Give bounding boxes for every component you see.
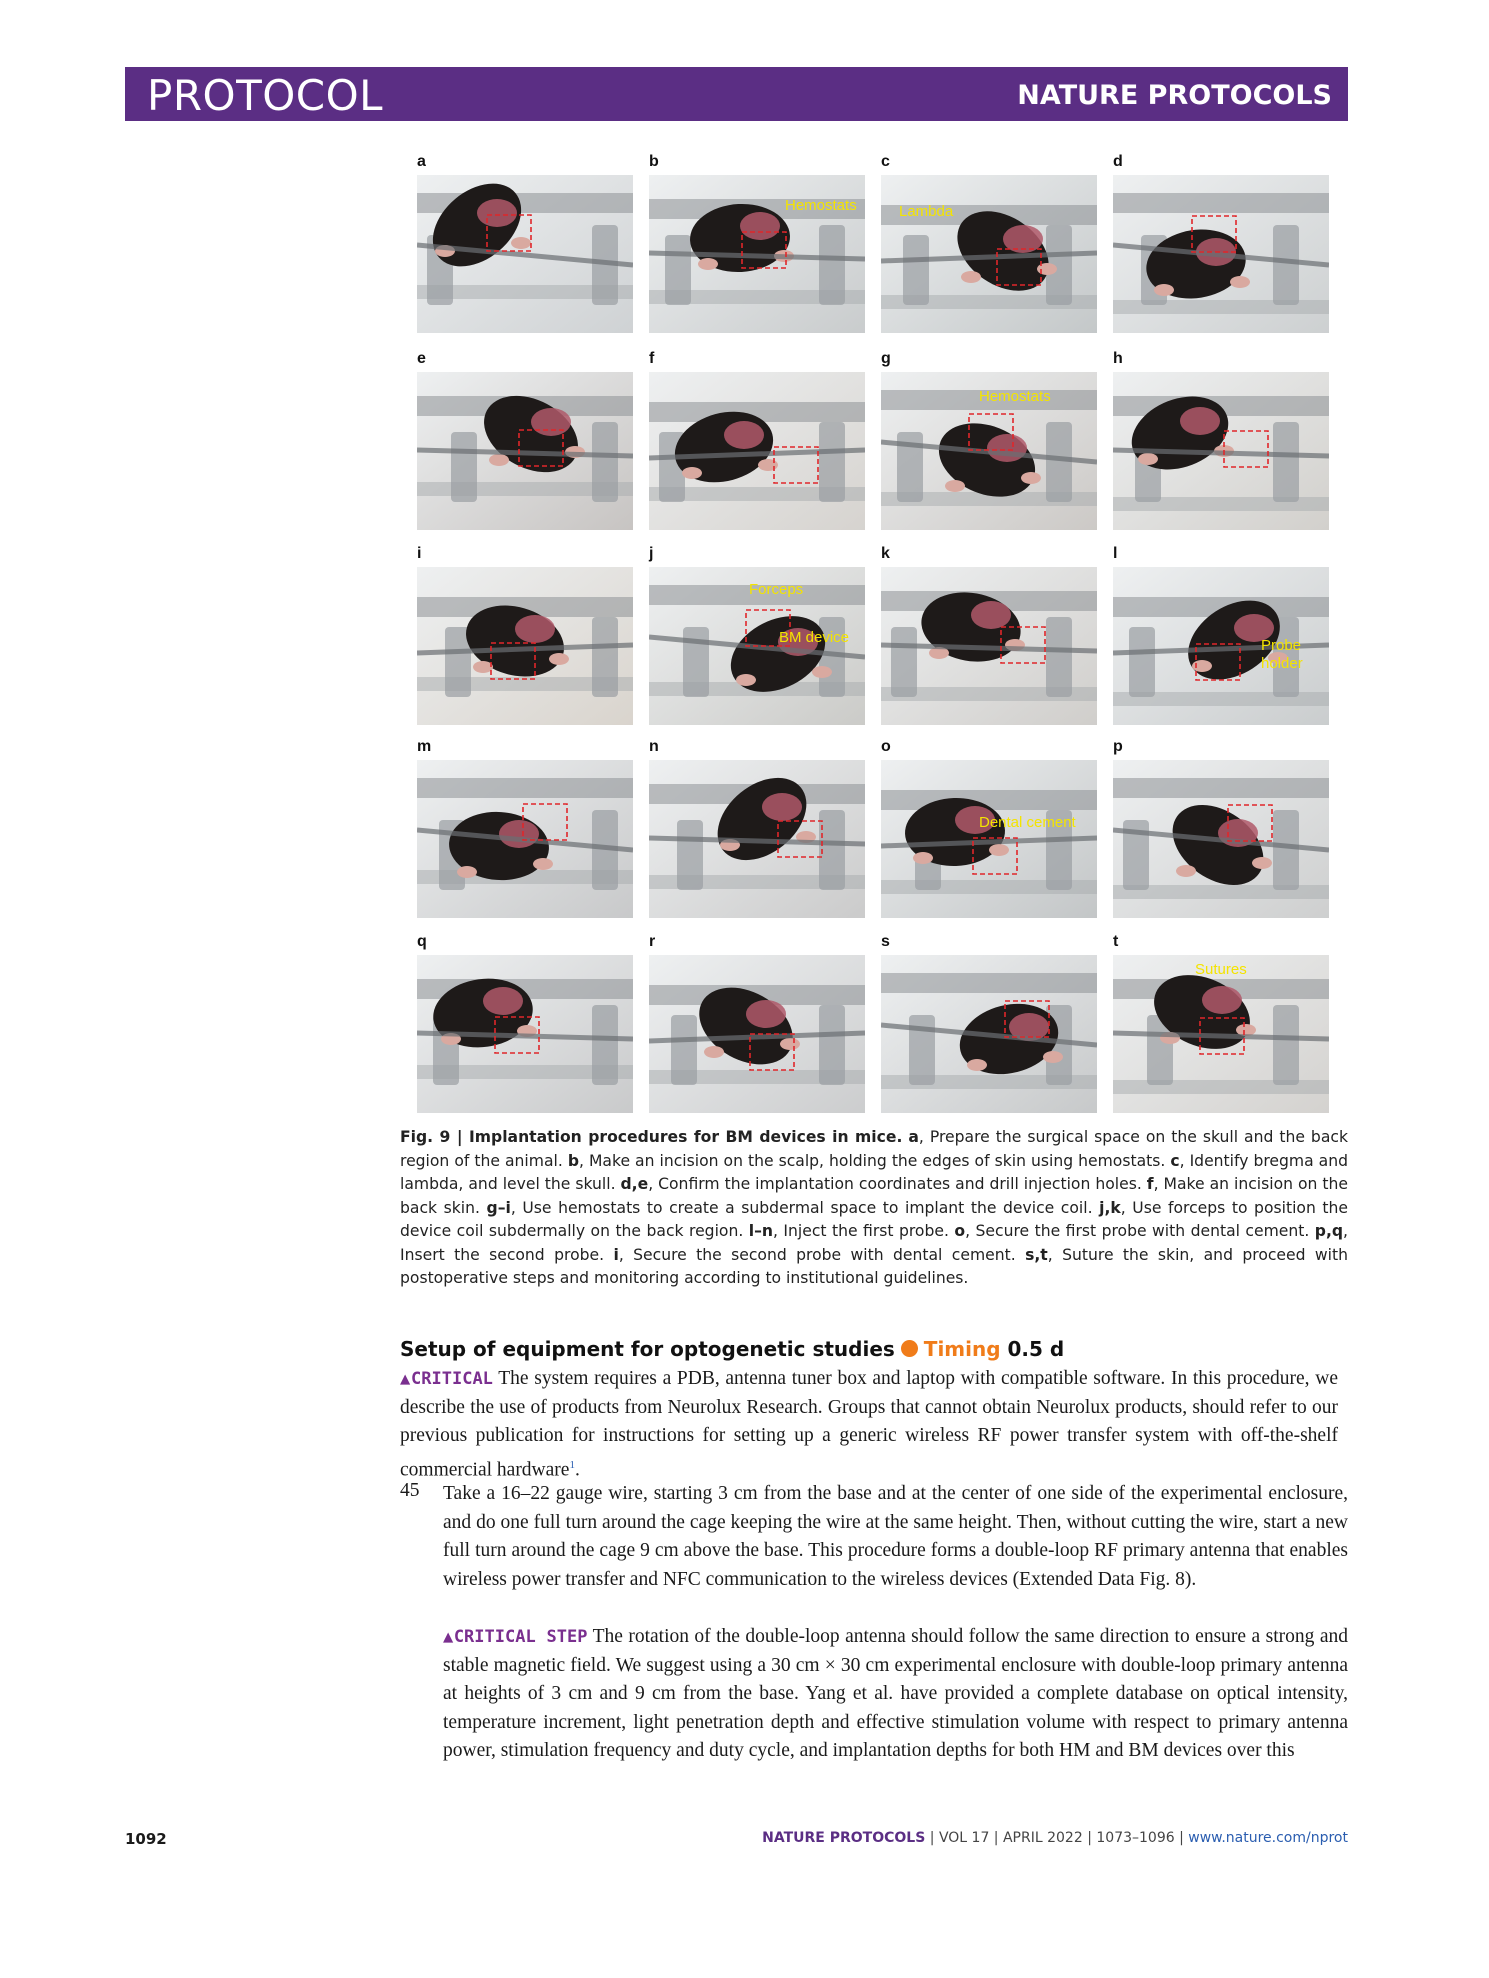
panel-annotation: BM device <box>779 629 850 646</box>
figure-panel-q <box>417 933 633 1113</box>
panel-label: i <box>417 545 422 562</box>
figure-panel-h <box>1113 350 1329 530</box>
figure-panel-m <box>417 738 633 918</box>
caption-text: , Use hemostats to create a subdermal space to implant the device coil. <box>510 1198 1100 1217</box>
footer-pages: 1073–1096 <box>1096 1830 1175 1846</box>
figure-panel-d <box>1113 153 1329 333</box>
caption-panel-ref: g–i <box>486 1198 511 1217</box>
caption-text: , Confirm the implantation coordinates and drill injection holes. <box>648 1175 1147 1193</box>
surgery-photo <box>1113 175 1329 333</box>
caption-text: , Make an incision on the back skin. <box>400 1175 1348 1217</box>
caption-text: , Make an incision on the scalp, holding the edges of skin using hemostats. <box>578 1151 1171 1170</box>
surgery-photo <box>417 372 633 530</box>
panel-label: m <box>417 738 432 755</box>
caption-text: , Suture the skin, and proceed with postoperative steps and monitoring according to institutional guidelines. <box>400 1245 1348 1287</box>
section-label: PROTOCOL <box>147 71 384 120</box>
figure-panel-t <box>1113 933 1329 1113</box>
step-number: 45 <box>400 1480 420 1501</box>
surgery-photo <box>649 955 865 1113</box>
panel-label: r <box>649 933 656 950</box>
surgery-photo <box>417 567 633 725</box>
caption-panel-ref: f <box>1146 1175 1154 1193</box>
critical-step-paragraph <box>443 1623 1348 1766</box>
caption-text: , Prepare the surgical space on the skull and the back region of the animal. <box>400 1128 1348 1170</box>
page-header <box>125 67 1348 121</box>
figure-panel-p <box>1113 738 1329 918</box>
panel-label: e <box>417 350 426 367</box>
panel-label: b <box>649 153 659 170</box>
surgery-photo <box>1113 372 1329 530</box>
panel-annotation: Lambda <box>899 203 954 220</box>
timing-value: 0.5 d <box>1007 1337 1065 1361</box>
figure-panel-f <box>649 350 865 530</box>
surgery-photo <box>881 955 1097 1113</box>
figure-panel-i <box>417 545 633 725</box>
step-45-text: Take a 16–22 gauge wire, starting 3 cm from the base and at the center of one side of the experimental enclosure, and do one full turn around the cage keeping the wire at the same height. Then, without cutting the wire, start a new full turn around the cage 9 cm above the base. This procedure forms a double-loop RF primary antenna that enables wireless power transfer and NFC communication to the wireless devices (Extended Data Fig. 8). <box>443 1483 1348 1590</box>
figure-panel-c <box>881 153 1097 333</box>
caption-panel-ref: p,q <box>1314 1222 1344 1240</box>
critical-end: . <box>574 1459 580 1481</box>
figure-panel-r <box>649 933 865 1113</box>
figure-panel-b <box>649 153 865 333</box>
section-title: Setup of equipment for optogenetic studies <box>400 1337 895 1361</box>
journal-name: NATURE PROTOCOLS <box>1017 80 1332 111</box>
caption-text: , Identify bregma and lambda, and level the skull. <box>400 1151 1349 1193</box>
critical-paragraph <box>400 1365 1338 1485</box>
surgery-photo <box>881 567 1097 725</box>
section-heading <box>400 1337 1064 1361</box>
caption-panel-ref: o <box>954 1222 966 1240</box>
figure-panel-g <box>881 350 1097 530</box>
footer-url[interactable]: www.nature.com/nprot <box>1188 1830 1348 1846</box>
page-number: 1092 <box>125 1830 167 1848</box>
surgery-photo <box>881 760 1097 918</box>
footer-journal: NATURE PROTOCOLS <box>762 1830 926 1846</box>
surgery-photo <box>881 175 1097 333</box>
figure-caption <box>400 1126 1348 1291</box>
figure-panel-j <box>649 545 865 725</box>
critical-label: ▲CRITICAL <box>400 1369 493 1389</box>
caption-text: , Secure the first probe with dental cement. <box>965 1222 1315 1240</box>
timing-label: Timing <box>923 1337 1001 1361</box>
panel-label: d <box>1113 153 1123 170</box>
panel-label: p <box>1113 738 1123 755</box>
caption-panel-ref: i <box>613 1245 619 1264</box>
figure-panel-n <box>649 738 865 918</box>
caption-panel-ref: s,t <box>1025 1245 1048 1264</box>
footer-date: APRIL 2022 <box>1002 1830 1083 1846</box>
panel-annotation: Hemostats <box>979 388 1051 405</box>
surgery-photo <box>417 760 633 918</box>
figure-panel-s <box>881 933 1097 1113</box>
surgery-photo <box>417 175 633 333</box>
caption-panel-ref: a <box>908 1128 919 1146</box>
reference-link[interactable]: 1 <box>569 1458 575 1471</box>
panel-label: o <box>881 738 891 755</box>
panel-label: n <box>649 738 659 755</box>
figure-panel-o <box>881 738 1097 918</box>
panel-label: h <box>1113 350 1123 367</box>
caption-title: Fig. 9 | Implantation procedures for BM devices in mice. <box>400 1128 903 1146</box>
panel-label: s <box>881 933 890 950</box>
caption-text: , Use forceps to position the device coil subdermally on the back region. <box>400 1198 1348 1240</box>
panel-label: c <box>881 153 890 170</box>
caption-panel-ref: d,e <box>620 1175 649 1193</box>
panel-annotation: Probe holder <box>1261 637 1303 672</box>
figure-panel-a <box>417 153 633 333</box>
caption-text: , Secure the second probe with dental cement. <box>618 1245 1026 1264</box>
panel-annotation: Dental cement <box>979 814 1076 831</box>
figure-panel-l <box>1113 545 1329 725</box>
critical-text: The system requires a PDB, antenna tuner box and laptop with compatible software. In this procedure, we describe the use of products from Neurolux Research. Groups that cannot obtain Neurolux products, should refer to our previous publication for instructions for setting up a generic wireless RF power transfer system with off-the-shelf commercial hardware <box>400 1368 1338 1481</box>
panel-label: k <box>881 545 890 562</box>
surgery-photo <box>1113 760 1329 918</box>
figure-panel-e <box>417 350 633 530</box>
surgery-photo <box>649 372 865 530</box>
surgery-photo <box>649 760 865 918</box>
critical-step-text: The rotation of the double-loop antenna should follow the same direction to ensure a strong and stable magnetic field. We suggest using a 30 cm × 30 cm experimental enclosure with double-loop primary antenna at heights of 3 cm and 9 cm from the base. Yang et al. have provided a complete database on optical intensity, temperature increment, light penetration depth and effective stimulation volume with respect to primary antenna power, stimulation frequency and duty cycle, and implantation depths for both HM and BM devices over this <box>443 1626 1348 1762</box>
caption-body <box>400 1128 1348 1287</box>
panel-label: f <box>649 350 655 367</box>
figure-panel-k <box>881 545 1097 725</box>
footer-volume: VOL 17 <box>938 1830 990 1846</box>
panel-annotation: Hemostats <box>785 197 857 214</box>
panel-label: l <box>1113 545 1118 562</box>
panel-label: t <box>1113 933 1119 950</box>
panel-label: a <box>417 153 426 170</box>
panel-label: j <box>649 545 654 562</box>
caption-text: , Insert the second probe. <box>400 1222 1349 1264</box>
critical-step-label: ▲CRITICAL STEP <box>443 1627 588 1647</box>
step-45 <box>443 1480 1348 1594</box>
panel-annotation: Sutures <box>1195 961 1247 978</box>
footer-citation: NATURE PROTOCOLS | VOL 17 | APRIL 2022 | 1073–1096 | www.nature.com/nprot <box>762 1830 1348 1846</box>
caption-panel-ref: l–n <box>748 1222 773 1240</box>
panel-annotation: Forceps <box>749 581 804 598</box>
caption-panel-ref: b <box>567 1151 579 1170</box>
caption-text: , Inject the first probe. <box>773 1222 955 1240</box>
surgery-photo <box>417 955 633 1113</box>
panel-label: g <box>881 350 891 367</box>
timing-dot-icon <box>901 1340 918 1357</box>
caption-panel-ref: j,k <box>1099 1198 1121 1217</box>
panel-label: q <box>417 933 427 950</box>
caption-panel-ref: c <box>1170 1151 1180 1170</box>
